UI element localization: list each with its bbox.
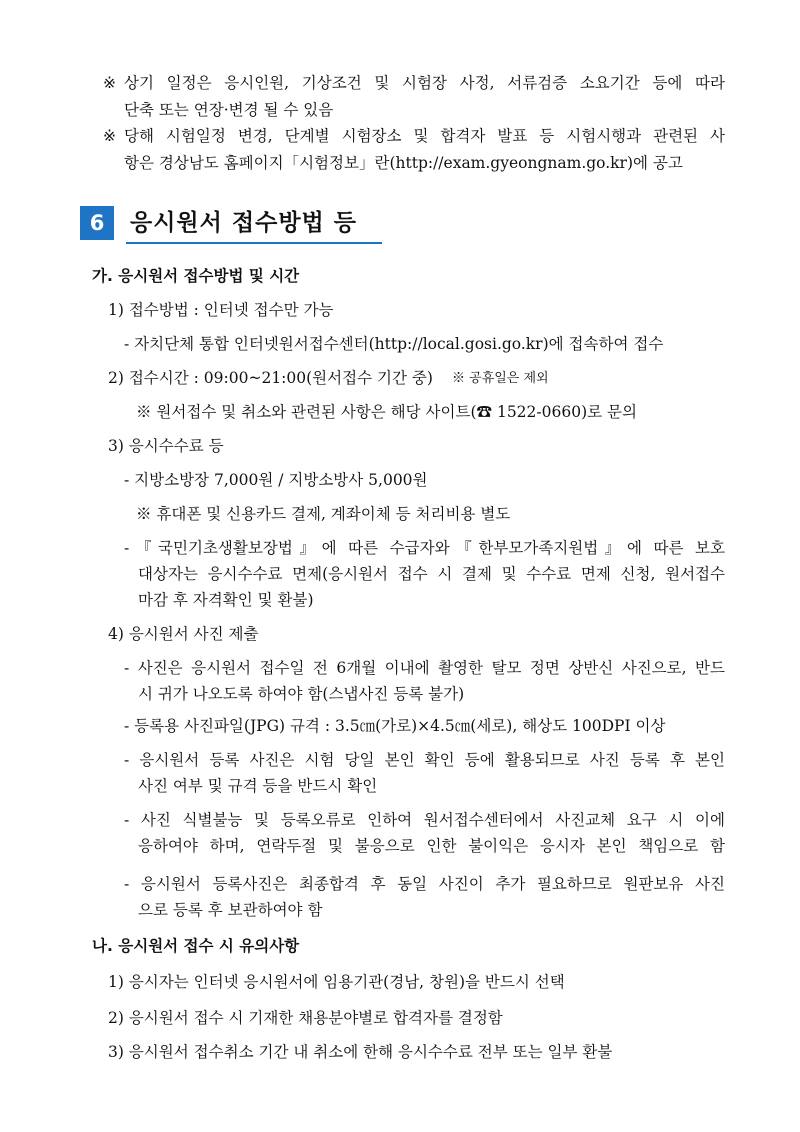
bullet-text: - 자치단체 통합 인터넷원서접수센터(http://local.gosi.go.kr)에 접속하여 접수 <box>124 335 664 353</box>
item-label: 4) 응시원서 사진 제출 <box>108 625 259 643</box>
subsection-title: 가. 응시원서 접수방법 및 시간 <box>92 267 300 285</box>
item-label: 2) 접수시간 : 09:00~21:00(원서접수 기간 중) <box>108 369 433 387</box>
note-text: 단축 또는 연장·변경 될 수 있음 <box>124 101 334 119</box>
note-text: 당해 시험일정 변경, 단계별 시험장소 및 합격자 발표 등 시험시행과 관련된 사 <box>124 127 725 145</box>
bullet-text: 시 귀가 나오도록 하여야 함(스냅사진 등록 불가) <box>138 685 465 703</box>
fee-text: - 지방소방장 7,000원 / 지방소방사 5,000원 <box>124 471 428 489</box>
bullet-text: 대상자는 응시수수료 면제(응시원서 접수 시 결제 및 수수료 면제 신청, 원서접수 <box>138 565 725 583</box>
subsection-title: 나. 응시원서 접수 시 유의사항 <box>92 937 300 955</box>
list-item: 2) 응시원서 접수 시 기재한 채용분야별로 합격자를 결정함 <box>108 1009 503 1027</box>
bullet-text: 사진 여부 및 규격 등을 반드시 확인 <box>138 777 378 795</box>
item-label: 1) 접수방법 : 인터넷 접수만 가능 <box>108 301 334 319</box>
aside-note: ※ 공휴일은 제외 <box>452 371 549 386</box>
section-number: 6 <box>80 206 114 240</box>
bullet-text: - 응시원서 등록 사진은 시험 당일 본인 확인 등에 활용되므로 사진 등록 후 본인 <box>124 751 725 769</box>
note-text: ※ 원서접수 및 취소와 관련된 사항은 해당 사이트(☎ 1522-0660)로 문의 <box>136 403 637 421</box>
list-item: 3) 응시원서 접수취소 기간 내 취소에 한해 응시수수료 전부 또는 일부 환불 <box>108 1043 613 1061</box>
note-mark: ※ <box>103 127 116 145</box>
section-title: 응시원서 접수방법 등 <box>130 210 357 236</box>
note-text: ※ 휴대폰 및 신용카드 결제, 계좌이체 등 처리비용 별도 <box>136 505 511 523</box>
list-item: 1) 응시자는 인터넷 응시원서에 임용기관(경남, 창원)을 반드시 선택 <box>108 973 565 991</box>
note-text: 항은 경상남도 홈페이지「시험정보」란(http://exam.gyeongnam.go.kr)에 공고 <box>124 154 683 172</box>
bullet-text: - 사진 식별불능 및 등록오류로 인하여 원서접수센터에서 사진교체 요구 시 이에 <box>124 811 725 829</box>
section-heading <box>80 206 382 244</box>
bullet-text: 마감 후 자격확인 및 환불) <box>138 591 314 609</box>
section-underline <box>126 242 382 244</box>
bullet-text: -『국민기초생활보장법』에 따른 수급자와『한부모가족지원법』에 따른 보호 <box>124 539 725 557</box>
bullet-text: - 사진은 응시원서 접수일 전 6개월 이내에 촬영한 탈모 정면 상반신 사진으로, 반드 <box>124 659 725 677</box>
bullet-text: - 응시원서 등록사진은 최종합격 후 동일 사진이 추가 필요하므로 원판보유 사진 <box>124 875 725 893</box>
note-mark: ※ <box>103 74 116 92</box>
bullet-text: 응하여야 하며, 연락두절 및 불응으로 인한 불이익은 응시자 본인 책임으로 함 <box>138 837 725 855</box>
note-text: 상기 일정은 응시인원, 기상조건 및 시험장 사정, 서류검증 소요기간 등에 따라 <box>124 74 725 92</box>
bullet-text: 으로 등록 후 보관하여야 함 <box>138 901 323 919</box>
bullet-text: - 등록용 사진파일(JPG) 규격 : 3.5㎝(가로)×4.5㎝(세로), 해상도 100DPI 이상 <box>124 717 666 735</box>
item-label: 3) 응시수수료 등 <box>108 437 224 455</box>
